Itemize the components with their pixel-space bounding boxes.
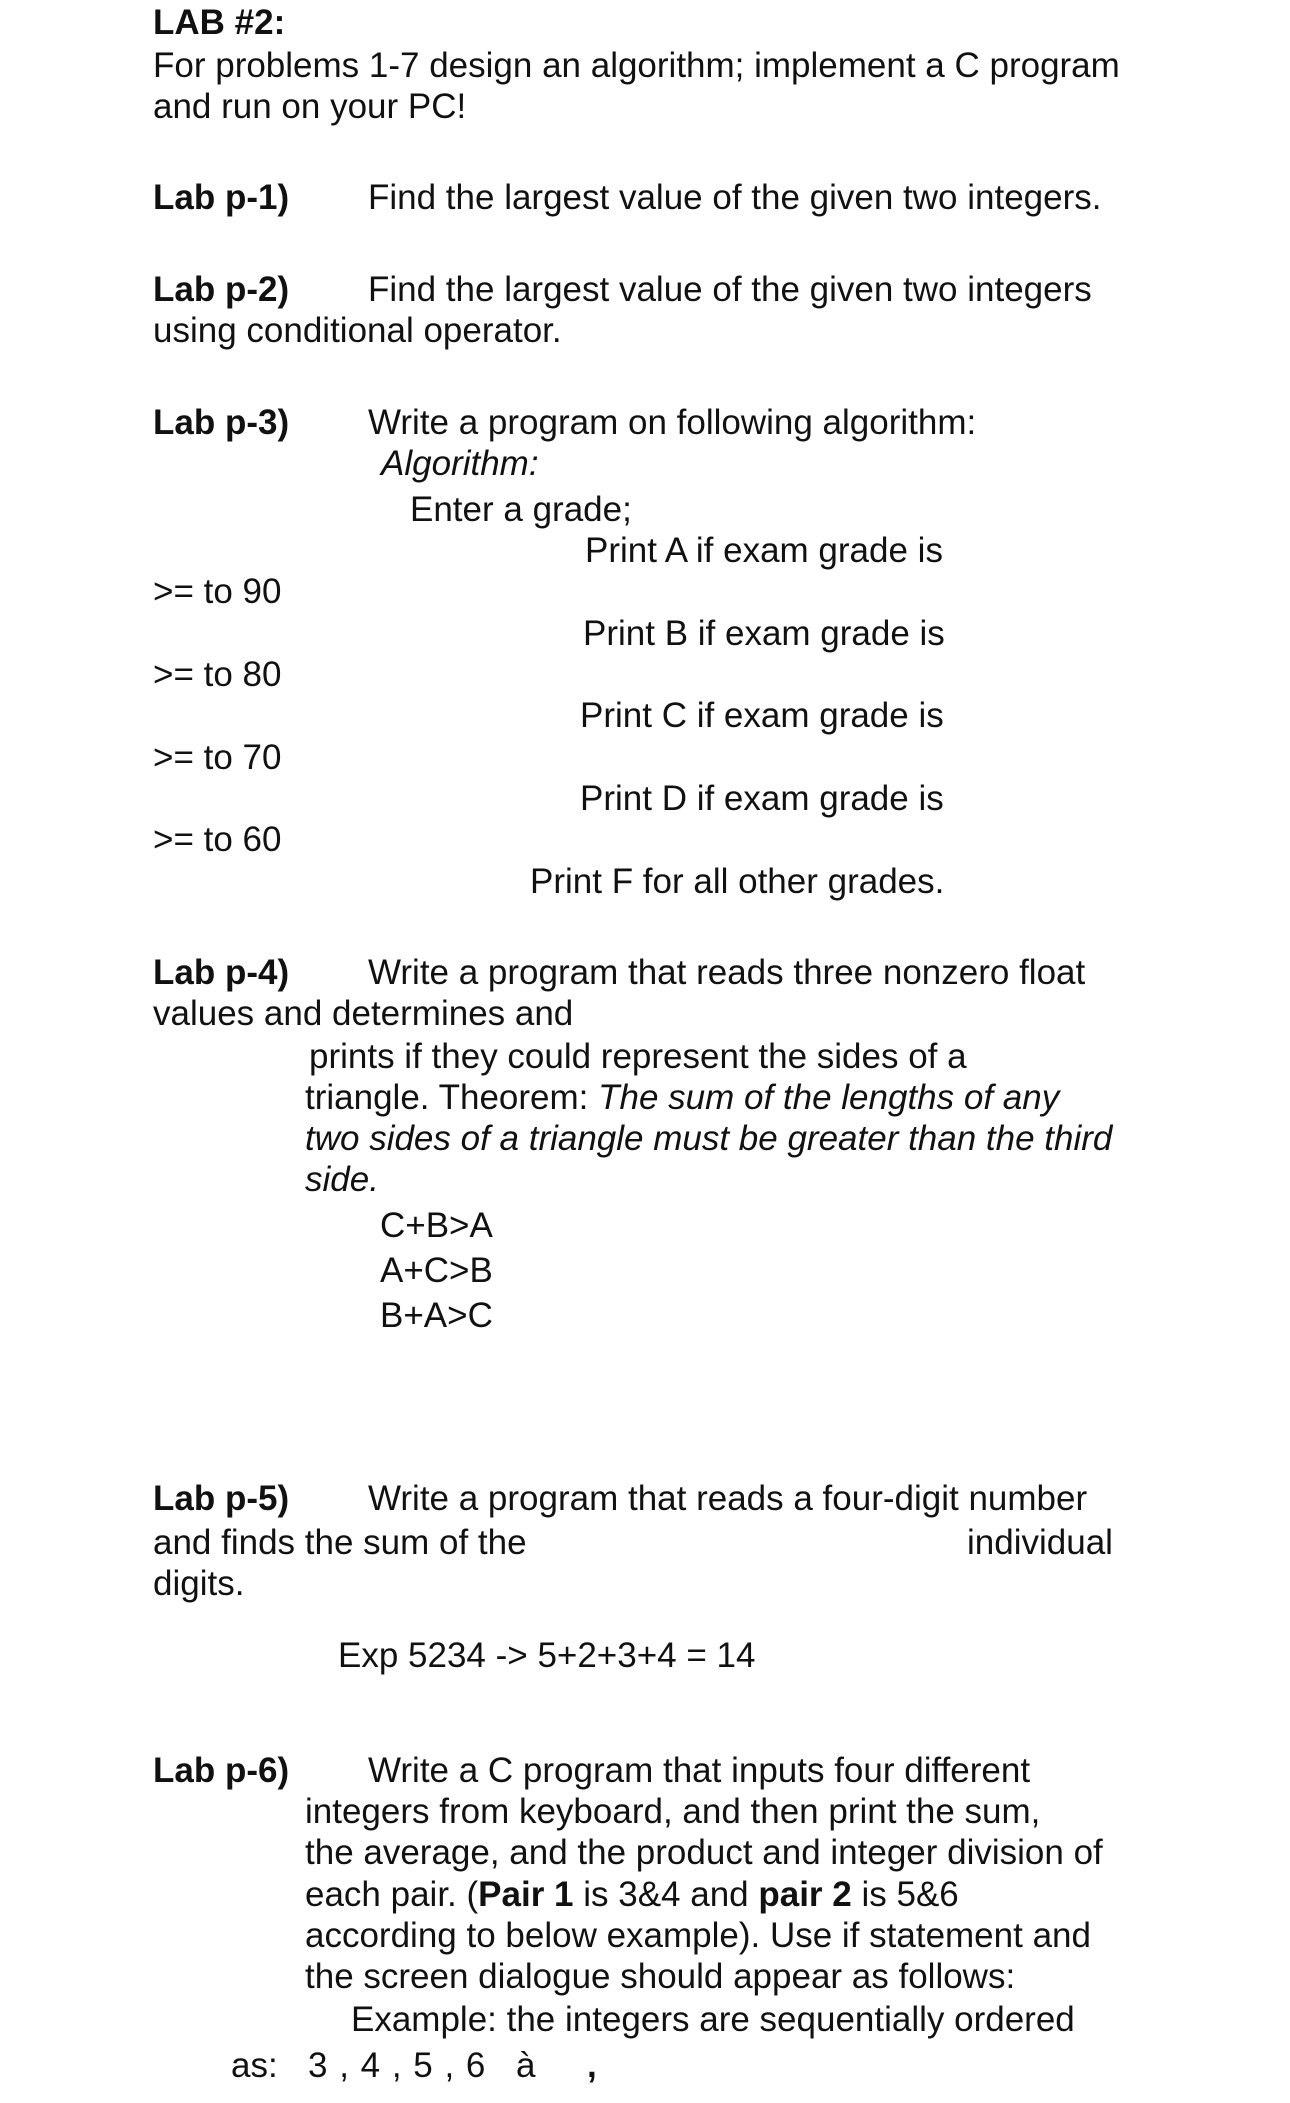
p6-text: Write a C program that inputs four different xyxy=(368,1751,1031,1790)
p3-threshold-80: >= to 80 xyxy=(153,655,282,694)
intro-line-2: and run on your PC! xyxy=(153,87,467,126)
p3-threshold-90: >= to 90 xyxy=(153,572,282,611)
p3-text: Write a program on following algorithm: xyxy=(368,403,977,442)
p4-inequality-2: A+C>B xyxy=(380,1251,493,1290)
p4-line-4-plain: triangle. Theorem: xyxy=(305,1078,599,1117)
p1-text: Find the largest value of the given two integers. xyxy=(368,178,1102,217)
p3-algorithm-label: Algorithm: xyxy=(381,444,539,483)
p2-text: Find the largest value of the given two integers xyxy=(368,270,1092,309)
p6-line-4 xyxy=(305,1874,959,1916)
p4-line-2: values and determines and xyxy=(153,994,574,1033)
p4-inequality-3: B+A>C xyxy=(380,1296,493,1335)
p4-line-4 xyxy=(305,1077,1059,1119)
p3-enter-grade: Enter a grade; xyxy=(410,490,632,529)
p6-label: Lab p-6) xyxy=(153,1751,290,1790)
p4-theorem-line-3: side. xyxy=(305,1160,379,1199)
p6-trailing-comma: , xyxy=(587,2046,597,2085)
p4-line-3: prints if they could represent the sides of a xyxy=(309,1037,967,1076)
p6-line-3: the average, and the product and integer division of xyxy=(305,1833,1103,1872)
p3-print-f: Print F for all other grades. xyxy=(530,862,945,901)
p5-example: Exp 5234 -> 5+2+3+4 = 14 xyxy=(338,1636,756,1675)
p2-text-line2: using conditional operator. xyxy=(153,311,562,350)
p6-line-2: integers from keyboard, and then print the sum, xyxy=(305,1792,1041,1831)
p4-inequality-1: C+B>A xyxy=(380,1206,493,1245)
p6-line-4-c: is 3&4 and xyxy=(573,1875,759,1914)
p2-label: Lab p-2) xyxy=(153,270,290,309)
p4-label: Lab p-4) xyxy=(153,953,290,992)
p5-line-3: digits. xyxy=(153,1564,245,1603)
p6-line-6: the screen dialogue should appear as follows: xyxy=(305,1957,1016,1996)
p3-label: Lab p-3) xyxy=(153,403,290,442)
p4-theorem-line-2: two sides of a triangle must be greater than the third xyxy=(305,1119,1113,1158)
p3-threshold-70: >= to 70 xyxy=(153,738,282,777)
p6-line-4-e: is 5&6 xyxy=(851,1875,959,1914)
p6-pair-2: pair 2 xyxy=(758,1875,852,1914)
p3-print-c: Print C if exam grade is xyxy=(580,696,944,735)
p5-line-2a: and finds the sum of the xyxy=(153,1523,527,1562)
p5-line-2b: individual xyxy=(967,1523,1113,1562)
p6-line-4-a: each pair. ( xyxy=(305,1875,479,1914)
p3-print-b: Print B if exam grade is xyxy=(583,614,945,653)
p6-as-label: as: xyxy=(231,2046,278,2085)
p3-threshold-60: >= to 60 xyxy=(153,820,282,859)
p6-arrow-glyph: à xyxy=(516,2046,536,2085)
p5-text: Write a program that reads a four-digit number xyxy=(368,1479,1088,1518)
p6-pair-1: Pair 1 xyxy=(478,1875,574,1914)
p3-print-a: Print A if exam grade is xyxy=(585,531,943,570)
p4-theorem-start: The sum of the lengths of any xyxy=(598,1078,1060,1117)
p3-print-d: Print D if exam grade is xyxy=(580,779,944,818)
p4-text: Write a program that reads three nonzero float xyxy=(368,953,1086,992)
p6-line-5: according to below example). Use if statement and xyxy=(305,1916,1091,1955)
p6-line-7: Example: the integers are sequentially ordered xyxy=(351,2000,1075,2039)
p5-label: Lab p-5) xyxy=(153,1479,290,1518)
lab-title: LAB #2: xyxy=(153,3,286,42)
p1-label: Lab p-1) xyxy=(153,178,290,217)
p6-example-values: 3 , 4 , 5 , 6 xyxy=(308,2046,486,2085)
intro-line-1: For problems 1-7 design an algorithm; implement a C program xyxy=(153,46,1120,85)
